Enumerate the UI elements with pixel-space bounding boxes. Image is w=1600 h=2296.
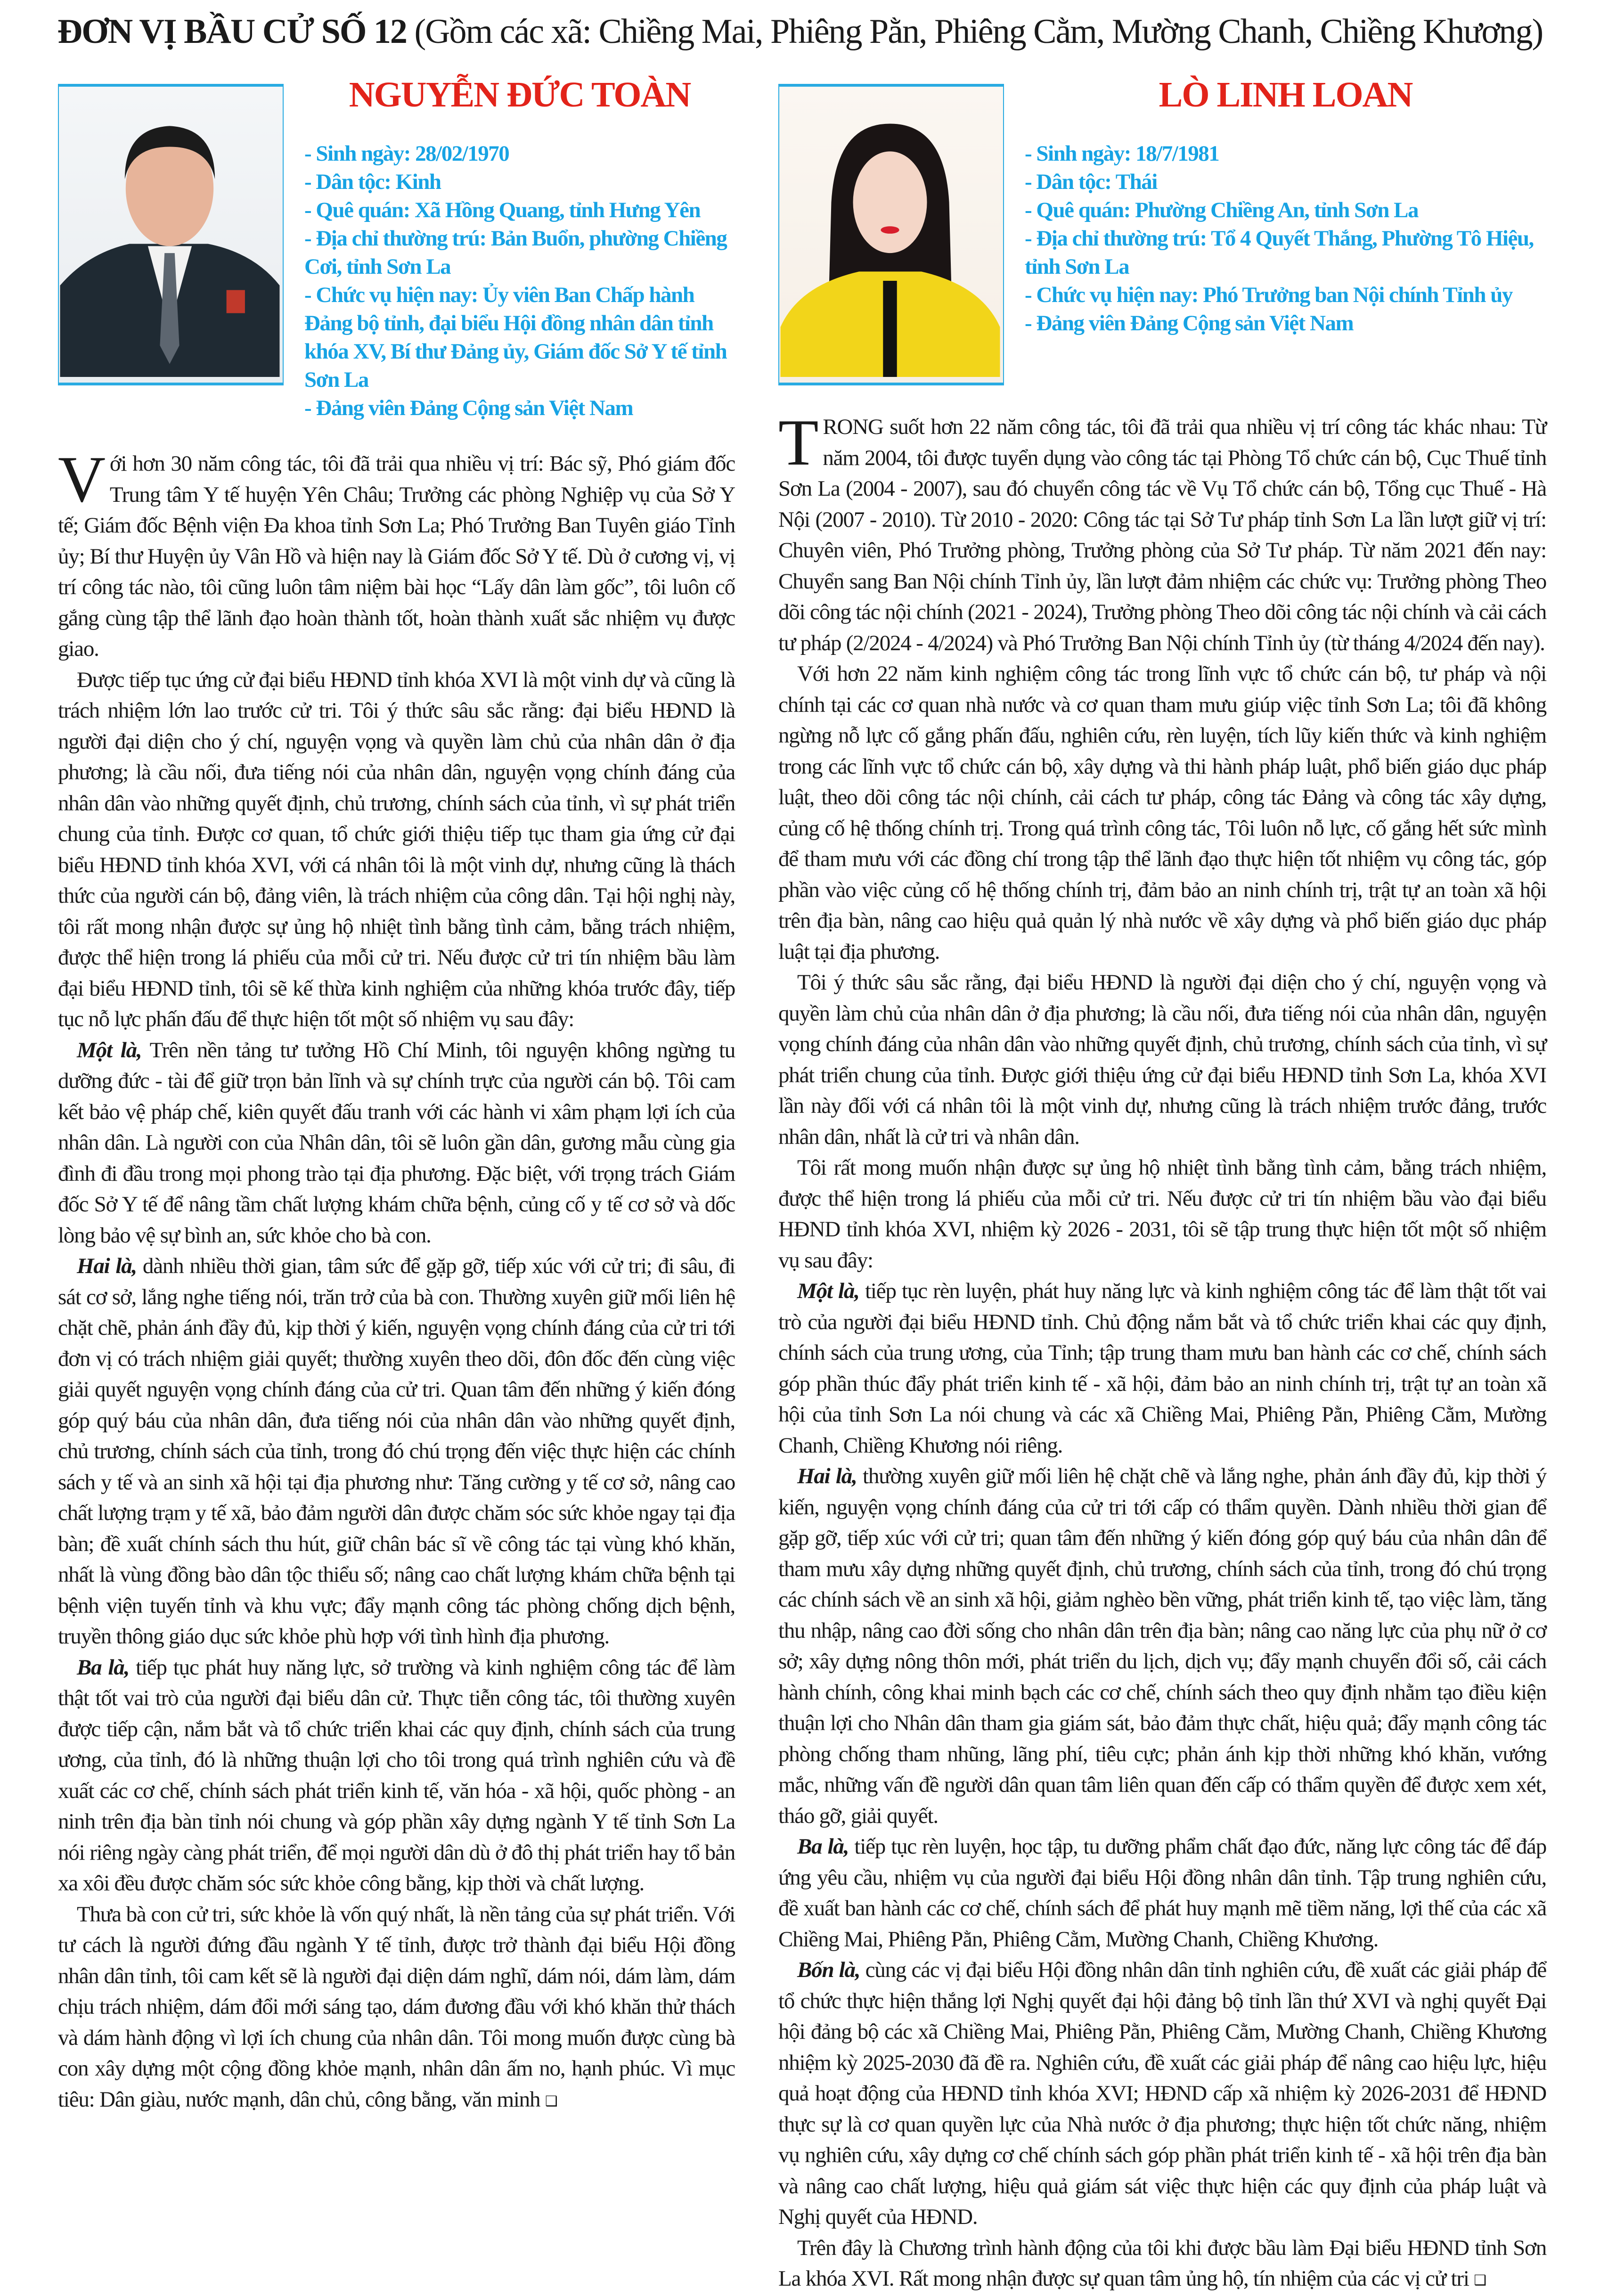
info-hometown: - Quê quán: Xã Hồng Quang, tỉnh Hưng Yên bbox=[304, 198, 701, 222]
paragraph-text: dành nhiều thời gian, tâm sức để gặp gỡ, tiếp xúc với cử tri; đi sâu, đi sát cơ sở, lắng nghe tiếng nói, trăn trở của bà con. Thường xuyên giữ mối liên hệ chặt chẽ, phản ánh đầy đủ, kịp thời ý kiến, nguyện vọng chính đáng của cử tri tới đơn vị có trách nhiệm giải quyết; thường xuyên theo dõi, đôn đốc đến cùng việc giải quyết nguyện vọng chính đáng của cử tri. Quan tâm đến những ý kiến đóng góp quý báu của nhân dân, đưa tiếng nói của nhân dân vào những quyết định, chủ trương, chính sách của tỉnh, trong đó chú trọng đến việc thực hiện các chính sách y tế và an sinh xã hội tại địa phương như: Tăng cường y tế cơ sở, nâng cao chất lượng trạm y tế xã, bảo đảm người dân được chăm sóc sức khỏe ngay tại địa bàn; đề xuất chính sách thu hút, giữ chân bác sĩ về công tác tại vùng khó khăn, nhất là vùng đồng bào dân tộc thiểu số; nâng cao chất lượng khám chữa bệnh tại bệnh viện tuyến tỉnh và khu vực; đẩy mạnh công tác phòng chống dịch bệnh, truyền thông giáo dục sức khỏe phù hợp với tình hình địa phương. bbox=[58, 1254, 735, 1649]
paragraph-text: Trên đây là Chương trình hành động của tôi khi được bầu làm Đại biểu HĐND tỉnh Sơn La khóa XVI. Rất mong nhận được sự quan tâm ủng hộ, tín nhiệm của các vị cử tri bbox=[778, 2235, 1546, 2291]
candidate-columns bbox=[0, 53, 1600, 2296]
paragraph-text: tiếp tục phát huy năng lực, sở trường và kinh nghiệm công tác để làm thật tốt vai trò của người đại biểu dân cử. Thực tiễn công tác, tôi thường xuyên được tiếp cận, nắm bắt và tổ chức triển khai các quy định, chính sách của trung ương, của tỉnh, đó là những thuận lợi cho tôi trong quá trình nghiên cứu và đề xuất các cơ chế, chính sách phát triển kinh tế, văn hóa - xã hội, quốc phòng - an ninh trên địa bàn tỉnh nói chung và góp phần xây dựng ngành Y tế tỉnh Sơn La nói riêng ngày càng phát triển, để mọi người dân dù ở đô thị phát triển hay tổ bản xa xôi đều được chăm sóc sức khỏe công bằng, kịp thời và chất lượng. bbox=[58, 1655, 735, 1896]
candidate-info bbox=[304, 139, 735, 422]
article-lo-linh-loan bbox=[778, 406, 1546, 2296]
paragraph-text: tiếp tục rèn luyện, học tập, tu dưỡng phẩm chất đạo đức, năng lực công tác để đáp ứng yêu cầu, nhiệm vụ của người đại biểu Hội đồng nhân dân tỉnh. Tập trung nghiên cứu, đề xuất ban hành các cơ chế, chính sách để phát huy mạnh mẽ tiềm năng, lợi thế của các xã Chiềng Mai, Phiêng Pằn, Phiêng Cằm, Mường Chanh, Chiềng Khương. bbox=[778, 1834, 1546, 1952]
candidate-info bbox=[1025, 139, 1546, 337]
paragraph-lead: Ba là, bbox=[797, 1834, 849, 1859]
info-party: - Đảng viên Đảng Cộng sản Việt Nam bbox=[1025, 311, 1354, 335]
candidate-header bbox=[58, 75, 735, 422]
paragraph bbox=[778, 1276, 1546, 1461]
info-position: - Chức vụ hiện nay: Ủy viên Ban Chấp hành Đảng bộ tỉnh, đại biểu Hội đồng nhân dân tỉnh khóa XV, Bí thư Đảng ủy, Giám đốc Sở Y tế tỉnh Sơn La bbox=[304, 283, 727, 392]
title-bold: ĐƠN VỊ BẦU CỬ SỐ 12 bbox=[57, 12, 407, 51]
paragraph-lead: Bốn là, bbox=[797, 1958, 860, 1982]
paragraph bbox=[778, 1831, 1546, 1955]
title-communes: (Gồm các xã: Chiềng Mai, Phiêng Pằn, Phiêng Cằm, Mường Chanh, Chiềng Khương) bbox=[406, 12, 1543, 51]
paragraph-lead: Một là, bbox=[797, 1279, 859, 1303]
paragraph-text: RONG suốt hơn 22 năm công tác, tôi đã trải qua nhiều vị trí công tác khác nhau: Từ năm 2004, tôi được tuyển dụng vào công tác tại Phòng Tổ chức cán bộ, Cục Thuế tỉnh Sơn La (2004 - 2007), sau đó chuyển công tác về Vụ Tổ chức cán bộ, Tổng cục Thuế - Hà Nội (2007 - 2010). Từ 2010 - 2020: Công tác tại Sở Tư pháp tỉnh Sơn La lần lượt giữ vị trí: Chuyên viên, Phó Trưởng phòng, Trưởng phòng của Sở Tư pháp. Từ năm 2021 đến nay: Chuyển sang Ban Nội chính Tỉnh ủy, lần lượt đảm nhiệm các chức vụ: Trưởng phòng Theo dõi công tác nội chính (2021 - 2024), Trưởng phòng Theo dõi công tác nội chính và cải cách tư pháp (2/2024 - 4/2024) và Phó Trưởng Ban Nội chính Tỉnh ủy (từ tháng 4/2024 đến nay). bbox=[778, 415, 1546, 655]
paragraph bbox=[58, 1251, 735, 1652]
paragraph-lead: Một là, bbox=[77, 1038, 142, 1062]
info-party: - Đảng viên Đảng Cộng sản Việt Nam bbox=[304, 396, 633, 420]
info-hometown: - Quê quán: Phường Chiềng An, tỉnh Sơn La bbox=[1025, 198, 1419, 222]
info-ethnicity: - Dân tộc: Thái bbox=[1025, 170, 1157, 194]
end-mark-icon: ❑ bbox=[545, 2093, 557, 2109]
paragraph bbox=[778, 1152, 1546, 1276]
paragraph-text: cùng các vị đại biểu Hội đồng nhân dân tỉnh nghiên cứu, đề xuất các giải pháp để tổ chức thực hiện thắng lợi Nghị quyết đại hội đảng bộ tỉnh lần thứ XVI và nghị quyết Đại hội đảng bộ các xã Chiềng Mai, Phiêng Pằn, Phiêng Cằm, Mường Chanh, Chiềng Khương nhiệm kỳ 2025-2030 đã đề ra. Nghiên cứu, đề xuất các giải pháp để nâng cao hiệu lực, hiệu quả hoạt động của HĐND tỉnh khóa XVI; HĐND cấp xã nhiệm kỳ 2026-2031 để HĐND thực sự là cơ quan quyền lực của Nhà nước ở địa phương; thực hiện tốt chức năng, nhiệm vụ nghiên cứu, xây dựng cơ chế chính sách góp phần phát triển kinh tế - xã hội trên địa bàn và nâng cao chất lượng, hiệu quả giám sát việc thực hiện các quy định của pháp luật và Nghị quyết của HĐND. bbox=[778, 1958, 1546, 2229]
paragraph-text: Trên nền tảng tư tưởng Hồ Chí Minh, tôi nguyện không ngừng tu dưỡng đức - tài để giữ trọn bản lĩnh và sự chính trực của người cán bộ. Tôi cam kết bảo vệ pháp chế, kiên quyết đấu tranh với các hành vi xâm phạm lợi ích của nhân dân. Là người con của Nhân dân, tôi sẽ luôn gần dân, gương mẫu cùng gia đình đi đầu trong mọi phong trào tại địa phương. Đặc biệt, với trọng trách Giám đốc Sở Y tế để nâng tầm chất lượng khám chữa bệnh, củng cố y tế cơ sở và dốc lòng bảo vệ sự bình an, sức khỏe cho bà con. bbox=[58, 1038, 735, 1248]
paragraph bbox=[778, 967, 1546, 1152]
paragraph-text: Được tiếp tục ứng cử đại biểu HĐND tỉnh khóa XVI là một vinh dự và cũng là trách nhiệm lớn lao trước cử tri. Tôi ý thức sâu sắc rằng: đại biểu HĐND là người đại diện cho ý chí, nguyện vọng và quyền làm chủ của nhân dân ở địa phương; là cầu nối, đưa tiếng nói của nhân dân, nguyện vọng chính đáng của nhân dân vào những quyết định, chủ trương, chính sách của tỉnh, vì sự phát triển chung của tỉnh. Được cơ quan, tổ chức giới thiệu tiếp tục tham gia ứng cử đại biểu HĐND tỉnh khóa XVI, với cá nhân tôi là một vinh dự, nhưng cũng là thách thức của người cán bộ, đảng viên, là trách nhiệm của công dân. Tại hội nghị này, tôi rất mong nhận được sự ủng hộ nhiệt tình bằng tình cảm, bằng trách nhiệm, được thể hiện trong lá phiếu của mỗi cử tri. Nếu được cử tri tín nhiệm bầu làm đại biểu HĐND tỉnh, tôi sẽ kế thừa kinh nghiệm của những khóa trước đây, tiếp tục nỗ lực phấn đấu để thực hiện tốt một số nhiệm vụ sau đây: bbox=[58, 667, 735, 1031]
candidate-photo-nguyen-duc-toan bbox=[58, 84, 284, 385]
paragraph-text: thường xuyên giữ mối liên hệ chặt chẽ và lắng nghe, phản ánh đầy đủ, kịp thời ý kiến, nguyện vọng chính đáng của cử tri tới cấp có thẩm quyền. Dành nhiều thời gian để gặp gỡ, tiếp xúc với cử tri; quan tâm đến những ý kiến đóng góp quý báu của nhân dân để tham mưu xây dựng những quyết định, chủ trương, chính sách của tỉnh, trong đó chú trọng các chính sách về an sinh xã hội, giảm nghèo bền vững, phát triển kinh tế, tạo việc làm, tăng thu nhập, nâng cao đời sống cho nhân dân trên địa bàn; nâng cao năng lực của phụ nữ ở cơ sở; xây dựng nông thôn mới, phát triển du lịch, dịch vụ; đẩy mạnh chuyển đổi số, cải cách hành chính, công khai minh bạch các cơ chế, chính sách theo quy định nhằm tạo điều kiện thuận lợi cho Nhân dân tham gia giám sát, bảo đảm thực chất, hiệu quả; đẩy mạnh công tác phòng chống tham nhũng, lãng phí, tiêu cực; phản ánh kịp thời những khó khăn, vướng mắc, những vấn đề người dân quan tâm liên quan đến cấp có thẩm quyền để được xem xét, tháo gỡ, giải quyết. bbox=[778, 1464, 1546, 1828]
paragraph bbox=[58, 1035, 735, 1251]
paragraph-text: ới hơn 30 năm công tác, tôi đã trải qua nhiều vị trí: Bác sỹ, Phó giám đốc Trung tâm Y tế huyện Yên Châu; Trưởng các phòng Nghiệp vụ của Sở Y tế; Giám đốc Bệnh viện Đa khoa tỉnh Sơn La; Phó Trưởng Ban Tuyên giáo Tỉnh ủy; Bí thư Huyện ủy Vân Hồ và hiện nay là Giám đốc Sở Y tế. Dù ở cương vị, vị trí công tác nào, tôi cũng luôn tâm niệm bài học “Lấy dân làm gốc”, tôi luôn cố gắng cùng tập thể lãnh đạo hoàn thành tốt, hoàn thành xuất sắc nhiệm vụ được giao. bbox=[58, 451, 735, 661]
paragraph bbox=[58, 665, 735, 1035]
candidate-header bbox=[778, 75, 1546, 385]
drop-cap: V bbox=[58, 443, 105, 516]
candidate-lo-linh-loan bbox=[778, 75, 1546, 2296]
paragraph-lead: Ba là, bbox=[77, 1655, 130, 1680]
info-birthdate: - Sinh ngày: 18/7/1981 bbox=[1025, 141, 1219, 166]
paragraph-text: Với hơn 22 năm kinh nghiệm công tác trong lĩnh vực tổ chức cán bộ, tư pháp và nội chính tại các cơ quan nhà nước và cơ quan tham mưu giúp việc tỉnh Sơn La; tôi đã không ngừng nỗ lực cố gắng phấn đấu, nghiên cứu, rèn luyện, tích lũy kiến thức và kinh nghiệm trong các lĩnh vực tổ chức cán bộ, xây dựng và thi hành pháp luật, phổ biến giáo dục pháp luật, theo dõi công tác nội chính, cải cách tư pháp, công tác Đảng và công tác xây dựng, củng cố hệ thống chính trị. Trong quá trình công tác, Tôi luôn nỗ lực, cố gắng hết sức mình để tham mưu với các đồng chí trong tập thể lãnh đạo thực hiện tốt nhiệm vụ công tác, góp phần vào việc củng cố hệ thống chính trị, đảm bảo an ninh chính trị, trật tự an toàn xã hội trên địa bàn, nâng cao hiệu quả quản lý nhà nước về xây dựng và phổ biến giáo dục pháp luật tại địa phương. bbox=[778, 662, 1546, 964]
paragraph-text: Tôi ý thức sâu sắc rằng, đại biểu HĐND là người đại diện cho ý chí, nguyện vọng và quyền làm chủ của nhân dân ở địa phương; là cầu nối, đưa tiếng nói của nhân dân, nguyện vọng chính đáng của nhân dân vào những quyết định, chủ trương, chính sách của tỉnh, vì sự phát triển chung của tỉnh. Được giới thiệu ứng cử đại biểu HĐND tỉnh Sơn La, khóa XVI lần này đối với cá nhân tôi là một vinh dự, nhưng cũng là trách nhiệm trước đảng, trước nhân dân, nhất là cử tri và nhân dân. bbox=[778, 970, 1546, 1149]
info-ethnicity: - Dân tộc: Kinh bbox=[304, 170, 441, 194]
page-title bbox=[0, 0, 1600, 53]
info-address: - Địa chỉ thường trú: Bản Buổn, phường Chiềng Cơi, tỉnh Sơn La bbox=[304, 226, 727, 279]
paragraph bbox=[778, 2233, 1546, 2296]
paragraph-text: Tôi rất mong muốn nhận được sự ủng hộ nhiệt tình bằng tình cảm, bằng trách nhiệm, được thể hiện trong lá phiếu của mỗi cử tri. Nếu được cử tri tín nhiệm bầu vào đại biểu HĐND tỉnh khóa XVI, nhiệm kỳ 2026 - 2031, tôi sẽ tập trung thực hiện tốt một số nhiệm vụ sau đây: bbox=[778, 1155, 1546, 1273]
candidate-name: NGUYỄN ĐỨC TOÀN bbox=[349, 75, 691, 114]
candidate-photo-lo-linh-loan bbox=[778, 84, 1004, 385]
candidate-meta bbox=[1025, 75, 1546, 337]
candidate-name: LÒ LINH LOAN bbox=[1159, 75, 1412, 114]
info-position: - Chức vụ hiện nay: Phó Trưởng ban Nội chính Tỉnh ủy bbox=[1025, 283, 1512, 307]
portrait-woman-icon bbox=[779, 87, 1001, 377]
drop-cap: T bbox=[778, 406, 818, 479]
paragraph bbox=[58, 1899, 735, 2117]
portrait-man-icon bbox=[59, 87, 281, 377]
paragraph-lead: Hai là, bbox=[77, 1254, 137, 1278]
candidate-meta bbox=[304, 75, 735, 422]
paragraph-lead: Hai là, bbox=[797, 1464, 857, 1488]
paragraph bbox=[778, 1461, 1546, 1831]
paragraph bbox=[778, 659, 1546, 967]
paragraph bbox=[58, 1652, 735, 1899]
paragraph-text: tiếp tục rèn luyện, phát huy năng lực và kinh nghiệm công tác để làm thật tốt vai trò của người đại biểu HĐND tỉnh. Chủ động nắm bắt và tổ chức triển khai các quy định, chính sách của trung ương, của Tỉnh; tập trung tham mưu ban hành các cơ chế, chính sách góp phần thúc đẩy phát triển kinh tế - xã hội, đảm bảo an ninh chính trị, trật tự an toàn xã hội của tỉnh Sơn La nói chung và các xã Chiềng Mai, Phiêng Pằn, Phiêng Cằm, Mường Chanh, Chiềng Khương nói riêng. bbox=[778, 1279, 1546, 1458]
paragraph bbox=[778, 406, 1546, 659]
article-nguyen-duc-toan bbox=[58, 443, 735, 2116]
paragraph bbox=[778, 1955, 1546, 2233]
paragraph-text: Thưa bà con cử tri, sức khỏe là vốn quý nhất, là nền tảng của sự phát triển. Với tư cách là người đứng đầu ngành Y tế tỉnh, được trở thành đại biểu Hội đồng nhân dân tỉnh, tôi cam kết sẽ là người đại diện dám nghĩ, dám nói, dám làm, dám chịu trách nhiệm, dám đổi mới sáng tạo, dám đương đầu với khó khăn thử thách và dám hành động vì lợi ích chung của nhân dân. Tôi mong muốn được cùng bà con xây dựng một cộng đồng khỏe mạnh, nhân dân ấm no, hạnh phúc. Vì mục tiêu: Dân giàu, nước mạnh, dân chủ, công bằng, văn minh bbox=[58, 1902, 735, 2112]
info-address: - Địa chỉ thường trú: Tổ 4 Quyết Thắng, Phường Tô Hiệu, tỉnh Sơn La bbox=[1025, 226, 1534, 279]
end-mark-icon: ❑ bbox=[1474, 2272, 1486, 2288]
candidate-nguyen-duc-toan bbox=[58, 75, 735, 2116]
info-birthdate: - Sinh ngày: 28/02/1970 bbox=[304, 141, 509, 166]
paragraph bbox=[58, 443, 735, 665]
